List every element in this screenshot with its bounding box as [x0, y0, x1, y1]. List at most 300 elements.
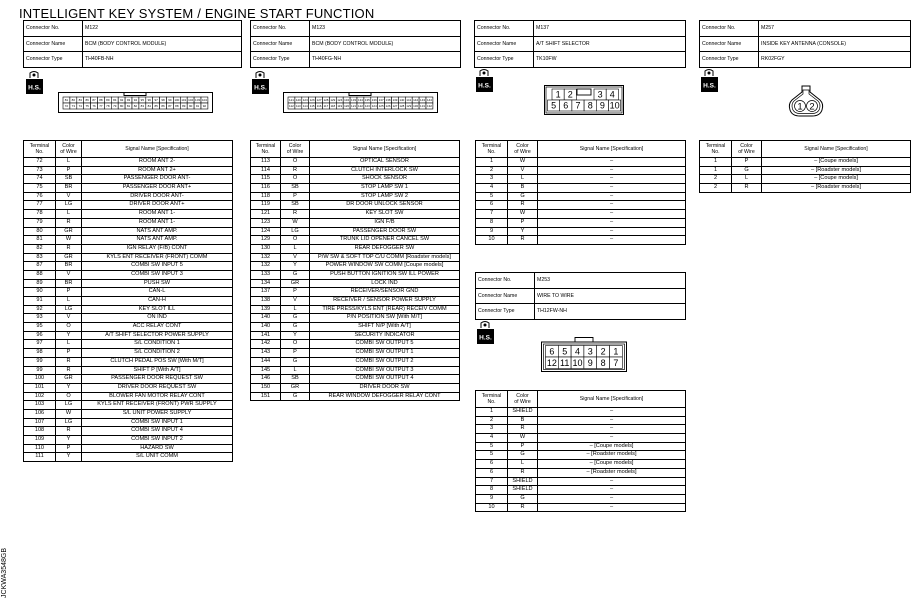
table-row: [24, 184, 233, 193]
color-of-wire-header: Color of Wire: [508, 141, 538, 158]
pin-number: 113: [295, 104, 301, 109]
wire-color-cell: V: [56, 314, 82, 323]
terminal-no-cell: 132: [251, 253, 281, 262]
wire-color-cell: W: [508, 434, 538, 443]
wire-color-cell: V: [281, 297, 310, 306]
pin-number: 1: [797, 101, 803, 113]
pin-number: 3: [587, 346, 593, 357]
hs-icon: [25, 70, 44, 95]
table-row: [24, 297, 233, 306]
table-row: [476, 166, 686, 175]
pin-number: 89: [182, 104, 186, 109]
wire-color-cell: Y: [508, 227, 538, 236]
terminal-no-cell: 6: [476, 201, 508, 210]
wire-color-cell: L: [56, 210, 82, 219]
pin-number: 121: [351, 104, 357, 109]
terminal-no-cell: 9: [476, 227, 508, 236]
terminal-no-cell: 92: [24, 305, 56, 314]
wire-color-cell: V: [281, 253, 310, 262]
terminal-no-cell: 102: [24, 392, 56, 401]
terminal-no-cell: 83: [24, 253, 56, 262]
hs-icon: [700, 68, 719, 93]
signal-name-cell: –: [538, 210, 686, 219]
pin-number: 75: [85, 104, 89, 109]
terminal-no-cell: 124: [251, 227, 281, 236]
signal-name-cell: S/L UNIT POWER SUPPLY: [82, 409, 233, 418]
terminal-no-cell: 1: [700, 158, 732, 167]
pin-number: 139: [392, 98, 398, 103]
wire-color-cell: R: [732, 184, 762, 193]
connector-type-label: Connector Type: [476, 304, 535, 320]
terminal-no-header: Terminal No.: [476, 141, 508, 158]
wire-color-cell: SB: [281, 184, 310, 193]
table-row: [251, 253, 460, 262]
pin-number: 7: [575, 100, 581, 111]
wire-color-cell: SHIELD: [508, 477, 538, 486]
connector-name-value: WIRE TO WIRE: [535, 288, 686, 304]
pin-number: 103: [195, 98, 201, 103]
pin-number: 87: [168, 104, 172, 109]
pin-number: 2: [600, 346, 606, 357]
wire-color-cell: O: [281, 236, 310, 245]
terminal-no-cell: 3: [476, 425, 508, 434]
table-row: [24, 236, 233, 245]
signal-name-cell: HAZARD SW: [82, 444, 233, 453]
terminal-no-cell: 2: [700, 175, 732, 184]
wire-color-cell: R: [508, 468, 538, 477]
table-row: [24, 375, 233, 384]
table-row: [251, 175, 460, 184]
signal-name-cell: –: [538, 486, 686, 495]
signal-name-cell: –: [538, 477, 686, 486]
pin-number: 130: [413, 104, 419, 109]
pin-number: 137: [378, 98, 384, 103]
svg-text:H.S.: H.S.: [254, 84, 267, 92]
pin-number: 78: [106, 104, 110, 109]
connector-no-value: M123: [310, 21, 461, 37]
wire-color-cell: LG: [56, 418, 82, 427]
wire-color-cell: L: [281, 305, 310, 314]
table-row: [700, 175, 911, 184]
terminal-no-cell: 107: [24, 418, 56, 427]
wire-color-cell: R: [56, 357, 82, 366]
terminal-no-cell: 10: [476, 236, 508, 245]
wire-color-cell: P: [56, 288, 82, 297]
terminal-no-header: Terminal No.: [24, 141, 56, 158]
connector-name-value: BCM (BODY CONTROL MODULE): [83, 36, 242, 52]
table-row: [24, 314, 233, 323]
table-row: [251, 349, 460, 358]
color-of-wire-header: Color of Wire: [281, 141, 310, 158]
pin-number: 123: [302, 98, 308, 103]
pin-number: 86: [85, 98, 89, 103]
terminal-no-cell: 6: [476, 468, 508, 477]
pin-number: 80: [71, 98, 76, 103]
connector-name-label: Connector Name: [475, 36, 534, 52]
terminal-no-cell: 4: [476, 434, 508, 443]
pin-number: 95: [140, 98, 145, 103]
terminal-no-cell: 145: [251, 366, 281, 375]
table-row: [251, 158, 460, 167]
connector-no-label: Connector No.: [475, 21, 534, 37]
connector-face-m257: [786, 84, 826, 118]
signal-name-cell: ON IND: [82, 314, 233, 323]
table-row: [251, 288, 460, 297]
figure-code: JCKWA3548GB: [1, 548, 8, 598]
pin-number: 86: [161, 104, 165, 109]
pin-number: 143: [420, 98, 426, 103]
signal-name-header: Signal Name [Specification]: [538, 391, 686, 408]
signal-table-m253: [475, 390, 686, 512]
svg-text:H.S.: H.S.: [28, 84, 41, 92]
wire-color-cell: V: [56, 270, 82, 279]
signal-name-cell: KYLS ENT RECEIVER (FRONT) PWR SUPPLY: [82, 401, 233, 410]
table-row: [24, 331, 233, 340]
wire-color-cell: W: [281, 218, 310, 227]
signal-name-cell: SHIFT N/P [With A/T]: [310, 323, 460, 332]
table-row: [476, 175, 686, 184]
terminal-no-cell: 1: [476, 408, 508, 417]
table-row: [24, 166, 233, 175]
wire-color-cell: SHIELD: [508, 486, 538, 495]
table-row: [251, 227, 460, 236]
wire-color-cell: P: [508, 218, 538, 227]
wire-color-cell: LG: [56, 401, 82, 410]
table-row: [24, 175, 233, 184]
pin-number: 120: [344, 104, 350, 109]
pin-number: 93: [126, 98, 131, 103]
connector-name-label: Connector Name: [24, 36, 83, 52]
table-row: [476, 434, 686, 443]
wire-color-cell: BR: [56, 279, 82, 288]
signal-name-cell: KEY SLOT SW: [310, 210, 460, 219]
wire-color-cell: Y: [56, 453, 82, 462]
table-row: [251, 323, 460, 332]
connector-face-m122: [58, 92, 213, 113]
pin-number: 124: [371, 104, 377, 109]
wire-color-cell: L: [281, 244, 310, 253]
wire-color-cell: L: [732, 175, 762, 184]
svg-text:H.S.: H.S.: [478, 82, 491, 90]
signal-name-cell: COMBI SW OUTPUT 5: [310, 340, 460, 349]
terminal-no-cell: 72: [24, 158, 56, 167]
table-row: [476, 451, 686, 460]
terminal-no-cell: 101: [24, 383, 56, 392]
table-row: [476, 210, 686, 219]
wire-color-cell: L: [56, 297, 82, 306]
table-row: [24, 253, 233, 262]
terminal-no-cell: 5: [476, 451, 508, 460]
connector-face-m123: [283, 92, 438, 113]
signal-table-body: [476, 158, 686, 245]
signal-name-cell: –: [538, 503, 686, 512]
pin-number: 118: [330, 104, 336, 109]
table-row: [476, 460, 686, 469]
wire-color-cell: SB: [281, 375, 310, 384]
table-row: [476, 227, 686, 236]
wire-color-cell: LG: [56, 305, 82, 314]
connector-type-value: TK10FW: [534, 52, 686, 68]
hs-icon: [475, 68, 494, 93]
terminal-no-cell: 103: [24, 401, 56, 410]
connector-no-value: M137: [534, 21, 686, 37]
signal-name-cell: S/L CONDITION 2: [82, 349, 233, 358]
connector-type-value: RK02FGY: [759, 52, 911, 68]
signal-name-cell: TIRE PRESS/KYLS ENT (REAR) RECEIV COMM: [310, 305, 460, 314]
terminal-no-cell: 142: [251, 340, 281, 349]
pin-number: 85: [154, 104, 158, 109]
signal-name-cell: –: [538, 166, 686, 175]
pin-number: 89: [106, 98, 110, 103]
wire-color-cell: G: [508, 494, 538, 503]
wire-color-cell: O: [56, 392, 82, 401]
terminal-no-cell: 2: [476, 166, 508, 175]
signal-name-cell: ROOM ANT 2+: [82, 166, 233, 175]
signal-name-cell: COMBI SW INPUT 4: [82, 427, 233, 436]
wire-color-cell: BR: [56, 262, 82, 271]
terminal-no-cell: 130: [251, 244, 281, 253]
signal-name-cell: COMBI SW INPUT 5: [82, 262, 233, 271]
terminal-no-cell: 151: [251, 392, 281, 401]
signal-name-cell: ROOM ANT 1-: [82, 210, 233, 219]
signal-name-cell: CAN-L: [82, 288, 233, 297]
signal-table-m123: [250, 140, 460, 401]
hs-icon: [251, 70, 270, 95]
pin-number: 9: [599, 100, 605, 111]
signal-name-cell: –: [538, 434, 686, 443]
table-row: [251, 210, 460, 219]
signal-table-m137: [475, 140, 686, 245]
pin-number: 132: [426, 104, 432, 109]
signal-table-body: [700, 158, 911, 193]
pin-number: 104: [201, 98, 207, 103]
pin-number: 10: [572, 357, 583, 368]
table-row: [24, 270, 233, 279]
pin-number: 140: [399, 98, 405, 103]
table-row: [476, 442, 686, 451]
table-row: [251, 340, 460, 349]
table-row: [24, 453, 233, 462]
connector-no-value: M253: [535, 273, 686, 289]
wire-color-cell: Y: [56, 331, 82, 340]
terminal-no-cell: 93: [24, 314, 56, 323]
terminal-no-cell: 2: [700, 184, 732, 193]
pin-number: 76: [92, 104, 96, 109]
pin-number: 90: [188, 104, 193, 109]
signal-name-cell: ACC RELAY CONT: [82, 323, 233, 332]
wire-color-cell: O: [281, 340, 310, 349]
table-row: [476, 408, 686, 417]
signal-name-cell: –: [538, 175, 686, 184]
connector-name-value: INSIDE KEY ANTENNA (CONSOLE): [759, 36, 911, 52]
pin-number: 123: [364, 104, 370, 109]
signal-table-m122: [23, 140, 233, 462]
pin-number: 12: [546, 357, 557, 368]
connector-name-value: BCM (BODY CONTROL MODULE): [310, 36, 461, 52]
signal-name-cell: COMBI SW OUTPUT 3: [310, 366, 460, 375]
table-row: [476, 184, 686, 193]
wire-color-cell: R: [281, 210, 310, 219]
pin-number: 129: [330, 98, 336, 103]
table-row: [476, 468, 686, 477]
terminal-no-cell: 91: [24, 297, 56, 306]
signal-name-cell: PASSENGER DOOR ANT+: [82, 184, 233, 193]
signal-name-cell: –: [538, 494, 686, 503]
pin-number: 117: [323, 104, 329, 109]
pin-number: 72: [64, 104, 69, 109]
table-row: [24, 392, 233, 401]
wire-color-cell: G: [732, 166, 762, 175]
signal-name-cell: –: [538, 416, 686, 425]
terminal-no-header: Terminal No.: [476, 391, 508, 408]
connector-type-label: Connector Type: [700, 52, 759, 68]
signal-name-cell: PUSH SW: [82, 279, 233, 288]
pin-number: 10: [609, 100, 620, 111]
table-row: [24, 444, 233, 453]
wire-color-cell: O: [281, 158, 310, 167]
signal-name-cell: REAR DEFOGGER SW: [310, 244, 460, 253]
svg-text:H.S.: H.S.: [703, 82, 716, 90]
terminal-no-cell: 88: [24, 270, 56, 279]
pin-number: 9: [587, 357, 593, 368]
connector-name-label: Connector Name: [700, 36, 759, 52]
pin-number: 114: [302, 104, 308, 109]
signal-name-cell: A/T SHIFT SELECTOR POWER SUPPLY: [82, 331, 233, 340]
table-row: [24, 366, 233, 375]
hs-icon: [476, 320, 495, 345]
pin-number: 5: [551, 100, 557, 111]
pin-number: 81: [126, 104, 131, 109]
pin-number: 7: [613, 357, 619, 368]
table-row: [24, 427, 233, 436]
pin-number: 115: [309, 104, 315, 109]
connector-no-label: Connector No.: [251, 21, 310, 37]
terminal-no-cell: 5: [476, 442, 508, 451]
pin-number: 8: [587, 100, 593, 111]
wire-color-cell: GR: [56, 227, 82, 236]
signal-name-cell: COMBI SW INPUT 3: [82, 270, 233, 279]
pin-number: 112: [289, 104, 294, 109]
wire-color-cell: O: [281, 175, 310, 184]
table-row: [251, 305, 460, 314]
signal-name-cell: LOCK IND: [310, 279, 460, 288]
table-row: [24, 158, 233, 167]
pin-number: 79: [113, 104, 117, 109]
pin-number: 6: [563, 100, 569, 111]
color-of-wire-header: Color of Wire: [508, 391, 538, 408]
signal-name-cell: –: [538, 192, 686, 201]
signal-name-cell: SHIFT P [With A/T]: [82, 366, 233, 375]
wire-color-cell: L: [281, 366, 310, 375]
signal-name-cell: IGN RELAY (F/B) CONT: [82, 244, 233, 253]
pin-number: 3: [597, 89, 603, 100]
table-row: [251, 357, 460, 366]
signal-name-cell: COMBI SW INPUT 2: [82, 436, 233, 445]
signal-name-cell: POWER WINDOW SW COMM [Coupe models]: [310, 262, 460, 271]
terminal-no-cell: 133: [251, 270, 281, 279]
signal-name-cell: – [Roadster models]: [538, 468, 686, 477]
connector-name-label: Connector Name: [476, 288, 535, 304]
signal-name-cell: – [Coupe models]: [762, 175, 911, 184]
terminal-no-cell: 98: [24, 349, 56, 358]
terminal-no-cell: 76: [24, 192, 56, 201]
wire-color-cell: G: [281, 323, 310, 332]
wire-color-cell: R: [56, 366, 82, 375]
terminal-no-header: Terminal No.: [251, 141, 281, 158]
pin-number: 11: [560, 357, 570, 368]
wire-color-cell: R: [56, 244, 82, 253]
connector-no-label: Connector No.: [24, 21, 83, 37]
terminal-no-cell: 9: [476, 494, 508, 503]
connector-type-value: TH12FW-NH: [535, 304, 686, 320]
signal-name-cell: COMBI SW INPUT 1: [82, 418, 233, 427]
pin-number: 101: [181, 98, 187, 103]
terminal-no-cell: 10: [476, 503, 508, 512]
wire-color-cell: R: [281, 166, 310, 175]
signal-name-header: Signal Name [Specification]: [538, 141, 686, 158]
signal-table-body: [476, 408, 686, 512]
signal-name-cell: –: [538, 236, 686, 245]
pin-number: 142: [413, 98, 419, 103]
pin-number: 4: [609, 89, 615, 100]
table-row: [251, 366, 460, 375]
terminal-no-cell: 7: [476, 210, 508, 219]
terminal-no-cell: 106: [24, 409, 56, 418]
table-row: [251, 236, 460, 245]
wire-color-cell: Y: [56, 383, 82, 392]
pin-number: 84: [113, 98, 117, 103]
connector-type-label: Connector Type: [475, 52, 534, 68]
connector-header-m137: [474, 20, 686, 68]
signal-name-cell: STOP LAMP SW 2: [310, 192, 460, 201]
wire-color-cell: G: [508, 192, 538, 201]
signal-name-cell: – [Coupe models]: [538, 442, 686, 451]
signal-table-body: [24, 158, 233, 462]
terminal-no-cell: 140: [251, 314, 281, 323]
pin-number: 141: [406, 98, 412, 103]
pin-number: 91: [195, 104, 200, 109]
signal-name-cell: DRIVER DOOR ANT+: [82, 201, 233, 210]
signal-name-header: Signal Name [Specification]: [82, 141, 233, 158]
pin-number: 2: [809, 101, 815, 113]
terminal-no-cell: 82: [24, 244, 56, 253]
connector-no-value: M257: [759, 21, 911, 37]
table-row: [476, 236, 686, 245]
signal-name-cell: ROOM ANT 2-: [82, 158, 233, 167]
pin-number: 6: [549, 346, 555, 357]
terminal-no-cell: 134: [251, 279, 281, 288]
signal-name-cell: –: [538, 425, 686, 434]
terminal-no-cell: 1: [476, 158, 508, 167]
table-row: [476, 425, 686, 434]
signal-name-cell: S/L UNIT COMM: [82, 453, 233, 462]
pin-number: 132: [344, 98, 350, 103]
wire-color-cell: R: [508, 425, 538, 434]
signal-name-cell: NATS ANT AMP.: [82, 236, 233, 245]
wire-color-cell: L: [508, 460, 538, 469]
signal-name-cell: CLUTCH INTERLOCK SW: [310, 166, 460, 175]
wire-color-cell: W: [508, 158, 538, 167]
pin-number: 138: [385, 98, 391, 103]
table-row: [251, 166, 460, 175]
pin-number: 131: [420, 104, 426, 109]
terminal-no-cell: 138: [251, 297, 281, 306]
signal-name-cell: –: [538, 184, 686, 193]
wire-color-cell: R: [508, 236, 538, 245]
signal-name-cell: –: [538, 158, 686, 167]
table-row: [24, 227, 233, 236]
pin-number: 133: [351, 98, 357, 103]
